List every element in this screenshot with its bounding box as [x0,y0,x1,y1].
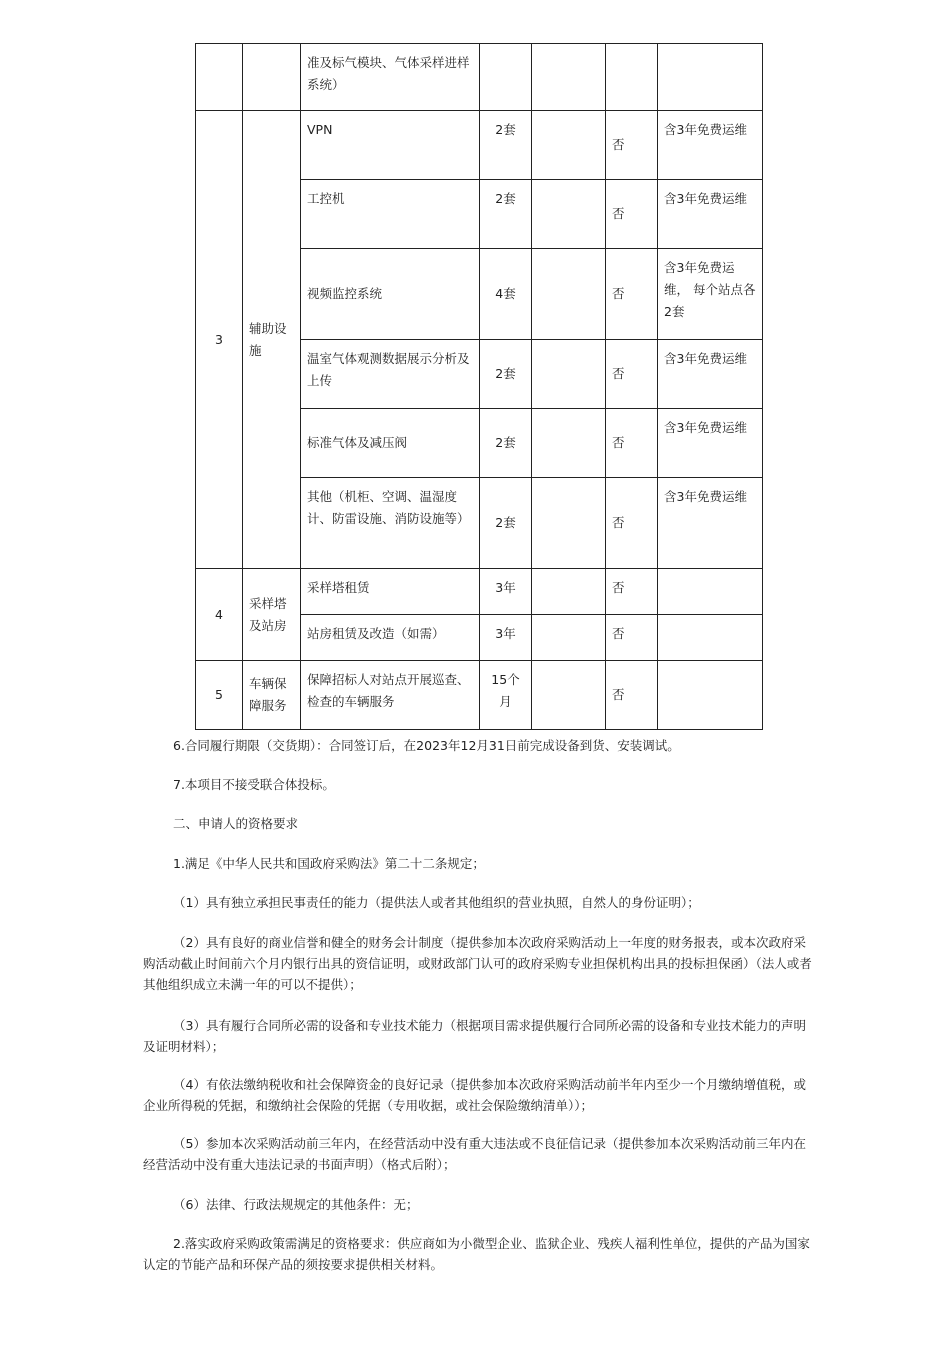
flag-cell: 否 [606,111,658,180]
contract-period-paragraph: 6.合同履行期限（交货期）：合同签订后，在2023年12月31日前完成设备到货、安装调试。 [173,738,680,753]
empty-cell [532,111,606,180]
qty-cell: 4套 [480,249,532,340]
qty-cell: 2套 [480,478,532,569]
item-cell: 其他（机柜、空调、温湿度计、防雷设施、消防设施等） [301,478,480,569]
empty-cell [532,249,606,340]
item-cell: VPN [301,111,480,180]
note-cell: 含3年免费运维， 每个站点各2套 [658,249,763,340]
item-cell: 视频监控系统 [301,249,480,340]
requirement-1-6: （6）法律、行政法规规定的其他条件：无； [173,1197,419,1212]
requirement-1-1: （1）具有独立承担民事责任的能力（提供法人或者其他组织的营业执照，自然人的身份证明）； [173,895,700,910]
qty-cell: 2套 [480,409,532,478]
empty-cell [532,409,606,478]
table-row [196,569,763,615]
flag-cell: 否 [606,569,658,615]
qty-cell: 2套 [480,111,532,180]
item-cell: 采样塔租赁 [301,569,480,615]
requirement-1-5: （5）参加本次采购活动前三年内，在经营活动中没有重大违法或不良征信记录（提供参加本次采购活动前三年内在经营活动中没有重大违法记录的书面声明）（格式后附）； [143,1136,806,1172]
table-row [196,661,763,730]
item-cell: 站房租赁及改造（如需） [301,615,480,661]
requirement-1-2: （2）具有良好的商业信誉和健全的财务会计制度（提供参加本次政府采购活动上一年度的财务报表，或本次政府采购活动截止时间前六个月内银行出具的资信证明，或财政部门认可的政府采购专业担保机构出具的投标担保函）（法人或者其他组织成立未满一年的可以不提供）； [143,935,812,992]
empty-cell [532,615,606,661]
empty-cell [532,569,606,615]
note-cell: 含3年免费运维 [658,478,763,569]
requirement-1-4: （4）有依法缴纳税收和社会保障资金的良好记录（提供参加本次政府采购活动前半年内至少一个月缴纳增值税，或企业所得税的凭据，和缴纳社会保险的凭据（专用收据，或社会保险缴纳清单））； [143,1077,806,1113]
item-cell: 温室气体观测数据展示分析及上传 [301,340,480,409]
qty-cell: 2套 [480,180,532,249]
item-cell: 标准气体及减压阀 [301,409,480,478]
category-cell: 采样塔及站房 [243,569,301,661]
empty-cell [532,180,606,249]
section-heading: 二、申请人的资格要求 [173,816,299,831]
qty-cell: 15个月 [480,661,532,730]
item-cell: 工控机 [301,180,480,249]
note-cell: 含3年免费运维 [658,180,763,249]
flag-cell: 否 [606,478,658,569]
note-cell [658,569,763,615]
note-cell: 含3年免费运维 [658,111,763,180]
flag-cell: 否 [606,409,658,478]
flag-cell: 否 [606,615,658,661]
item-cell: 准及标气模块、气体采样进样系统） [301,44,480,111]
group-no-cell: 5 [196,661,243,730]
flag-cell: 否 [606,661,658,730]
no-consortium-paragraph: 7.本项目不接受联合体投标。 [173,777,335,792]
table-row [196,44,763,111]
category-cell: 辅助设施 [243,111,301,569]
empty-cell [532,340,606,409]
spec-table [195,43,763,730]
note-cell [658,615,763,661]
flag-cell: 否 [606,249,658,340]
empty-cell [532,478,606,569]
requirement-1: 1.满足《中华人民共和国政府采购法》第二十二条规定； [173,856,485,871]
note-cell: 含3年免费运维 [658,409,763,478]
item-cell: 保障招标人对站点开展巡查、检查的车辆服务 [301,661,480,730]
category-cell: 车辆保障服务 [243,661,301,730]
qty-cell: 3年 [480,615,532,661]
qty-cell: 2套 [480,340,532,409]
flag-cell: 否 [606,180,658,249]
group-no-cell: 4 [196,569,243,661]
note-cell: 含3年免费运维 [658,340,763,409]
requirement-2: 2.落实政府采购政策需满足的资格要求：供应商如为小微型企业、监狱企业、残疾人福利性单位，提供的产品为国家认定的节能产品和环保产品的须按要求提供相关材料。 [143,1236,810,1272]
qty-cell: 3年 [480,569,532,615]
group-no-cell: 3 [196,111,243,569]
note-cell [658,661,763,730]
flag-cell: 否 [606,340,658,409]
table-row [196,111,763,180]
requirement-1-3: （3）具有履行合同所必需的设备和专业技术能力（根据项目需求提供履行合同所必需的设备和专业技术能力的声明及证明材料）； [143,1018,806,1054]
empty-cell [532,661,606,730]
